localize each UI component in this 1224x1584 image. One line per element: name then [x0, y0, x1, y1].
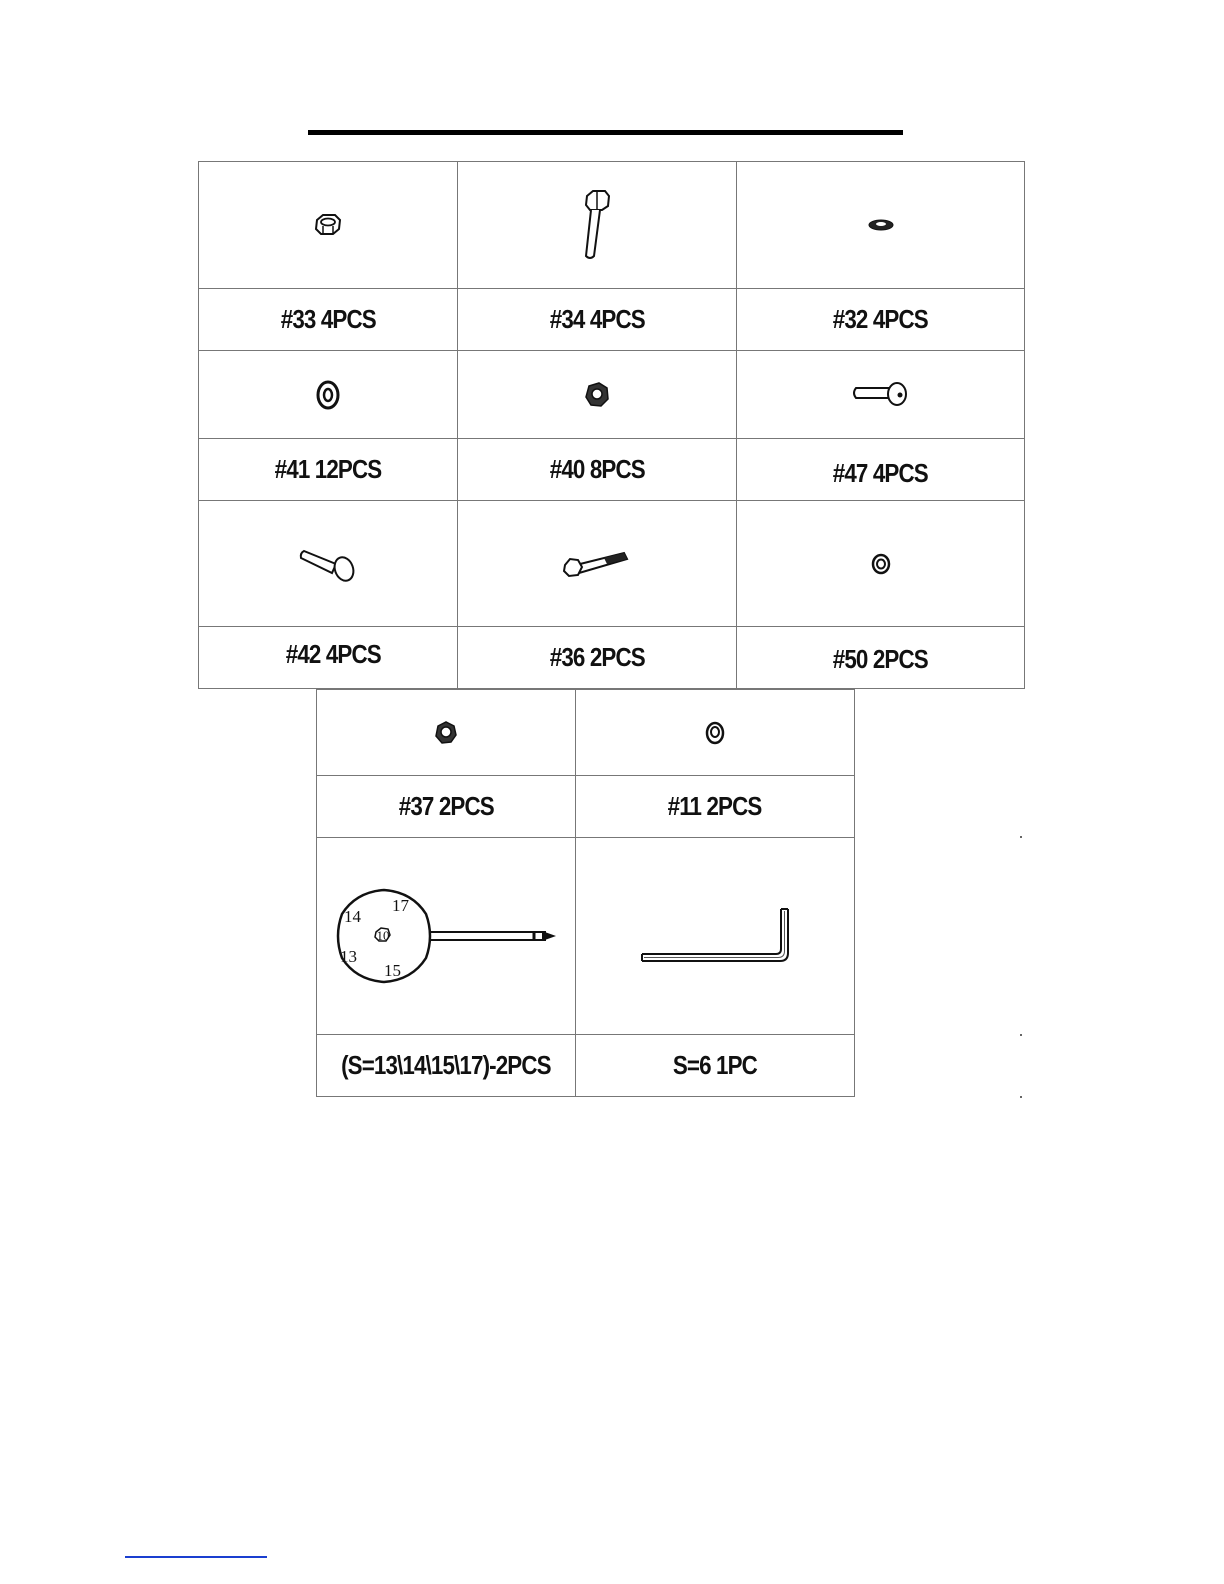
washer-icon — [871, 553, 891, 575]
button-head-bolt-icon — [851, 382, 911, 408]
part-47-image — [737, 351, 1025, 439]
allen-key-image — [576, 838, 855, 1035]
scan-artifact — [1020, 1034, 1022, 1036]
part-40-image — [458, 351, 737, 439]
part-50-label: #50 2PCS — [737, 627, 1025, 689]
hex-bolt-icon — [579, 190, 615, 260]
flat-washer-icon — [866, 217, 896, 233]
part-41-image — [199, 351, 458, 439]
scan-artifact — [1020, 836, 1022, 838]
allen-key-icon — [640, 906, 790, 966]
part-32-label: #32 4PCS — [737, 289, 1025, 351]
part-42-label: #42 4PCS — [199, 627, 458, 689]
part-42-image — [199, 501, 458, 627]
multi-socket-wrench-icon — [334, 884, 558, 988]
wrench-image — [317, 838, 576, 1035]
part-34-label: #34 4PCS — [458, 289, 737, 351]
part-33-image — [199, 162, 458, 289]
allen-key-label: S=6 1PC — [576, 1035, 855, 1097]
wrench-size-center: 10 — [376, 928, 390, 943]
hex-nut-icon — [313, 213, 343, 237]
part-47-label: #47 4PCS — [737, 439, 1025, 501]
washer-icon — [315, 379, 341, 411]
part-37-label: #37 2PCS — [317, 776, 576, 838]
hardware-table-bottom — [316, 689, 855, 1097]
part-32-image — [737, 162, 1025, 289]
part-50-image — [737, 501, 1025, 627]
lock-nut-icon — [434, 721, 458, 745]
part-40-label: #40 8PCS — [458, 439, 737, 501]
hardware-table-top — [198, 161, 1025, 689]
wrench-size-left: 14 — [344, 907, 361, 926]
carriage-bolt-icon — [300, 545, 356, 583]
washer-icon — [705, 721, 725, 745]
part-34-image — [458, 162, 737, 289]
part-33-label: #33 4PCS — [199, 289, 458, 351]
wrench-size-bottom: 15 — [384, 961, 401, 980]
lock-nut-icon — [584, 382, 610, 408]
title-underline — [308, 130, 903, 135]
wrench-size-top: 17 — [392, 896, 409, 915]
part-36-image — [458, 501, 737, 627]
part-36-label: #36 2PCS — [458, 627, 737, 689]
long-hex-bolt-icon — [562, 547, 632, 581]
wrench-size-bottom-left: 13 — [340, 947, 357, 966]
part-37-image — [317, 690, 576, 776]
part-41-label: #41 12PCS — [199, 439, 458, 501]
part-11-image — [576, 690, 855, 776]
wrench-label: (S=13\14\15\17)-2PCS — [317, 1035, 576, 1097]
footer-link-underline[interactable] — [125, 1556, 267, 1558]
scan-artifact — [1020, 1096, 1022, 1098]
part-11-label: #11 2PCS — [576, 776, 855, 838]
